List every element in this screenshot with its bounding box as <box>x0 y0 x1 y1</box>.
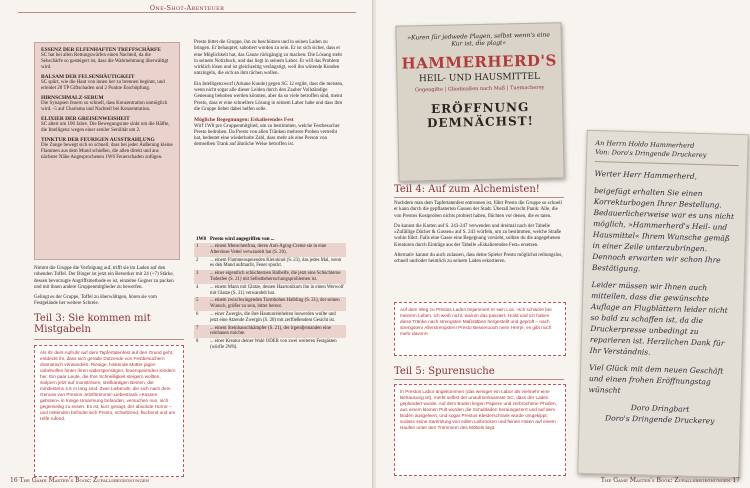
letter-signature: Doro Dringbart Doro's Dringende Druckerey <box>604 403 715 426</box>
poster-quote: »Kuren für jedwede Plagen, selbst wenn's eine Kur ist, die plagt« <box>407 31 550 48</box>
poster-opening-line2: DEMNÄCHST! <box>426 113 534 131</box>
encounter-table: 1W8 Presto wird angegriffen von ... 1 ... einem Menschenfrau, deren Anti-Aging-Creme sie in eine Alterslose Vettel verwandelt hat (S. 20). 2 ... einem Flammenspeienden Kleinkind (S. 23), das jedes Mal, wenn es den Mund aufmacht, Feuer spuckt. 3 ... einer eigentlich schüchternen Halbelfe, die jetzt eine Schüchterne Todesfee (S. 21) mit Selbstbeherrschungsproblemen ist. 4 ... einem Mann mit Glatze, dessen Haartonikum ihn in einen Werwolf mit Glatze (S. 21) verwandelt hat. 5 ... einem zwischwingenden Turmhohen Halbling (S. 21), der seinen Wunsch, größer zu sein, bitter bereut. 6 ... einer Zwergin, die ihre Hautunreinheiten loswerden wollte und jetzt eine Atzende Zwergin (S. 20) mit zerfließendem Gesicht ist. 7 ... einem Steinbauschkämpfer (S. 21), der irgendjemanden eine reinhauen möchte. 8 ... einer Kreatur deiner Wahl ODER von zwei weiteren Festgästen (würfle 2W8). <box>194 236 346 352</box>
read-aloud-box-part5: In Prestos Labor angekommen (das weniger ein Labor als vielmehr eine Behausung ist), merkt selbst der unaufmerksamste SC, dass der Laden geplündert wurde. Auf dem Boden liegen Papiere und zerbrochene Phiolen, aus einem kleinen Pult wurden die Schubladen herausgezerrt und auf dem Boden ausgeleert, und sogar Prestos Kleiderschrank wurde umgekippt, sodass seine Sammlung von edlen Leibröcken und feinen Hüten auf einem Haufen unter den Trümmern des Möbels liegt. <box>394 384 566 476</box>
running-header: One-Shot-Abenteuer <box>149 4 225 12</box>
printer-letter <box>577 130 749 478</box>
potion-entry: BALSAM DER FELSENHÄUTIGKEIT SC spürt, wie die Haut von innen her zu brennen beginnt, und erleidet 20 TP Giftschaden und 2 Punkte Erschöpfung. <box>41 74 165 91</box>
read-aloud-box-part3: Als ihr dem Aufruhr auf dem Tapfertatenfest auf den Grund geht, entdeckt ihr, dass sich gerade Dutzende von Festbesuchern dramatisch verwandeln. Riesige, hinkende Mütter jagen unbeholfen hinter ihren widerspenstigen, feuerspeienden Kindern her. Ein paar Leute, die Ihre Schnelligkeit steigern wollten, stolpern jetzt auf monströsen, steilkantigen Beinen, die mindestens 4,5 m lang sind. Zwei Liebende, die sich nach dem Genuss von Prestos Jetztfürimmer-Liebestrank »Küssen geboten« in Innige Umarmung befanden, versuchen nun, sich gegenseitig zu essen. Es ist, kurz gesagt, der absolute Horror – und mittendrin befindet sich Presto, schwitzend, fluchend und um Hilfe rufend. <box>34 345 184 477</box>
body-text-pursuit: Nimmt die Gruppe die Verfolgung auf, trifft sie im Laden auf den rohenden Toffel. Der Ringer ist jetzt ein Berserker mit 24 (+7) Stärke, dessen bevorzugte Angriffsmethode es ist, einzelne Gegner zu packen und mit ihnen andere Gruppenmitglieder zu bewerfen. Gelingt es der Gruppe, Toffel zu überwältigen, hören sie vom Festgelände her weitere Schreie. <box>34 266 174 307</box>
body-text-part4: Nachdem man dem Tapfertatenfest entronnen ist, führt Presto die Gruppe so schnell er kann durch die gepflasterten Gassen der Stadt. Überall herrscht Panik: Alle, die von Prestos Kostproben nichts probiert haben, flüchten vor denen, die es taten. Du kannst die Karten auf S. 243-247 verwenden und dreimal nach der Tabelle »Zufällige Dächer & Gassen« auf S. 243 würfeln, um zu bestimmen, welche Straße wohin führt. Falls eine Gasse eine Begegnung vorsieht, sollten du die angegebenen Kreaturen durch Einträge aus der Tabelle »Eskalierendes Fest« ersetzen. Alternativ kannst du auch zulassen, dass deine Spieler Presto möglichst reibungslos, schnell und/oder heimlich zu seinem Laden eskortieren. <box>394 201 563 265</box>
table-row: 8 ... einer Kreatur deiner Wahl ODER von zwei weiteren Festgästen (würfle 2W8). <box>196 339 337 350</box>
table-row: 4 ... einem Mann mit Glatze, dessen Haartonikum ihn in einen Werwolf mit Glatze (S. 21) verwandelt hat. <box>196 284 344 296</box>
right-page <box>376 0 750 488</box>
potion-entry: HIRNSCHMALZ-SERUM Die Synapsen feuern so schnell, dass Konzentration unmöglich wird. -5 auf Charisma und Nachteil bei Konzentration. <box>41 95 168 112</box>
poster-opening-line1: ERÖFFNUNG <box>430 99 530 117</box>
header-rule <box>18 12 356 13</box>
potion-effects-box <box>34 42 180 260</box>
letter-address: An Herrn Holdo Hammerherd Von: Doro's Dringende Druckerey <box>595 139 707 160</box>
encounter-intro: Wirf 1W8 pro Gruppenmitglied, um zu bestimmen, welche Festbesucher Presto bedrohen. Da Presto von allen Tränken mehrere Proben vertreibt hat, bedeutet eine wiederholte Zahl, dass mehr als eine Person von demselben Trank auf ähnliche Weise betroffen ist. <box>194 123 340 148</box>
poster-tagline: Gegengifte | Gliedmaßen nach Maß | Tuemacherey <box>414 84 545 94</box>
letter-body-1: beigefügt erhalten Sie einen Korrekturbogen Ihrer Bestellung. Bedauerlicherweise war es uns nicht möglich, »Hammerherd's Heil- und Hausmittel« Ihrem Wunsche gemäß in einer Zeile unterzubringen. Dennoch erwarten wir schon Ihre Bestätigung. <box>591 186 735 274</box>
table-row: 5 ... einem zwischwingenden Turmhohen Halbling (S. 21), der seinen Wunsch, größer zu sein, bitter bereut. <box>194 297 346 311</box>
letter-body-2: Leider müssen wir Ihnen auch mitteilen, dass die gewünschte Auflage an Flugblättern leider nicht so bald zu schaffen ist, da die Druckerpresse unbedingt zu reparieren ist. Herzlichen Dank für Ihr Verständnis. <box>589 279 728 357</box>
section-title-part3: Teil 3: Sie kommen mit Mistgabeln <box>34 313 151 335</box>
left-page <box>0 0 374 488</box>
potion-entry: ESSENZ DER ELFENHAFTEN TREFFSCHÄRFE SC hat bei allen Rettungswürfen einen Nachteil, da die Sehschärfe so gesteigert ist, dass die Wahrnehmung überwältigt wird. <box>41 47 169 70</box>
section-title-part4: Teil 4: Auf zum Alchemisten! <box>394 184 540 195</box>
poster-brand: HAMMERHERD'S <box>401 51 558 73</box>
letter-greeting: Werter Herr Hammerherd, <box>594 169 698 181</box>
table-row: 2 ... einem Flammenspeienden Kleinkind (S. 23), das jedes Mal, wenn es den Mund aufmacht, Feuer spuckt. <box>196 257 342 269</box>
shop-poster <box>395 22 564 181</box>
table-row: 7 ... einem Steinbauschkämpfer (S. 21), der irgendjemanden eine reinhauen möchte. <box>194 325 346 339</box>
poster-subtitle: HEIL- UND HAUSMITTEL <box>418 71 541 85</box>
letter-body-3: Viel Glück mit dem neuen Geschäft und einen frohen Eröffnungstag wünscht <box>588 362 724 395</box>
section-rule <box>34 339 184 340</box>
section-rule <box>394 379 564 380</box>
read-aloud-box-part4: Auf dem Weg zu Prestos Laden bejammert er sein Los. »Ich schwöre bei meinem Leben, ich weiß nicht, warum das passiert. Hoild und ich haben diese Tränke nach strengsten Maßstäben hergestellt und geprüft – nach strengsten! Allerstrengsten! Presto Besseroooh nein! Herrje, es gibt noch mehr davon!« <box>394 302 566 356</box>
body-text-col2: Presto bittet die Gruppe, ihn zu beschützen und in seinen Laden zu bringen. Er behauptet, sabotiert worden zu sein. Er ist sich sicher, dass er eine Möglichkeit hat, das Ganze rückgängig zu machen: Die Lösung steht in seinem Notizbuch, und das liegt in seinem Labor. Er will das Problem wirklich lösen und ist gleichzeitig verängstigt, weil ihn wütende Kunden umzingeln, die sich an ihm rächen wollen. Ein Intelligenzwurf (Arkane Kunde) gegen SG 12 ergibt, dass die meisten, wenn nicht sogar alle dieser Leiden durch den Zauber Vollständige Genesung behoben werden könnten, aber da so viele betroffen sind, meint Presto, dass er eine schnellere Lösung in seinem Labor habe und dass ihm die Gruppe lieber dabei helfen solle. Mögliche Begegnungen: Eskalierendes Fest Wirf 1W8 pro Gruppenmitglied, um zu bestimmen, welche Festbesucher Presto bedrohen. Da Presto von allen Tränken mehrere Proben vertreibt hat, bedeutet eine wiederholte Zahl, dass mehr als eine Person von demselben Trank auf ähnliche Weise betroffen ist. <box>194 40 344 148</box>
table-row: 6 ... einer Zwergin, die ihre Hautunreinheiten loswerden wollte und jetzt eine Atzende Zwergin (S. 20) mit zerfließendem Gesicht ist. <box>196 311 336 323</box>
page-footer-left: 16 The Game Master's Book: Zufallsbegegnungen <box>10 477 150 484</box>
section-rule <box>394 197 564 198</box>
potion-entry: TINKTUR DER FEURIGEN AUSSTRAHLUNG Die Zunge bewegt sich so schnell, dass bei jeder Äußerung kleine Flammen aus dem Mund schießen, die allen direkt und aus nächster Nähe Angesprochenen 1W6 Feuerschaden zufügen. <box>41 137 173 160</box>
section-title-part5: Teil 5: Spurensuche <box>394 366 495 377</box>
potion-entry: ELIXIER DER GREISENWEISHEIT SC altert um 100 Jahre. Die Bewegungsrate sinkt um die Hälfte, die Intelligenz wegen einer seniler Senilität um 2. <box>41 116 170 133</box>
table-row: 3 ... einer eigentlich schüchternen Halbelfe, die jetzt eine Schüchterne Todesfee (S. 21) mit Selbstbeherrschungsproblemen ist. <box>194 270 346 284</box>
encounter-title: Mögliche Begegnungen: Eskalierendes Fest <box>194 117 294 124</box>
page-footer-right: The Game Master's Book: Zufallsbegegnungen 17 <box>600 477 740 484</box>
table-row: 1 ... einem Menschenfrau, deren Anti-Aging-Creme sie in eine Alterslose Vettel verwandelt hat (S. 20). <box>194 243 346 257</box>
